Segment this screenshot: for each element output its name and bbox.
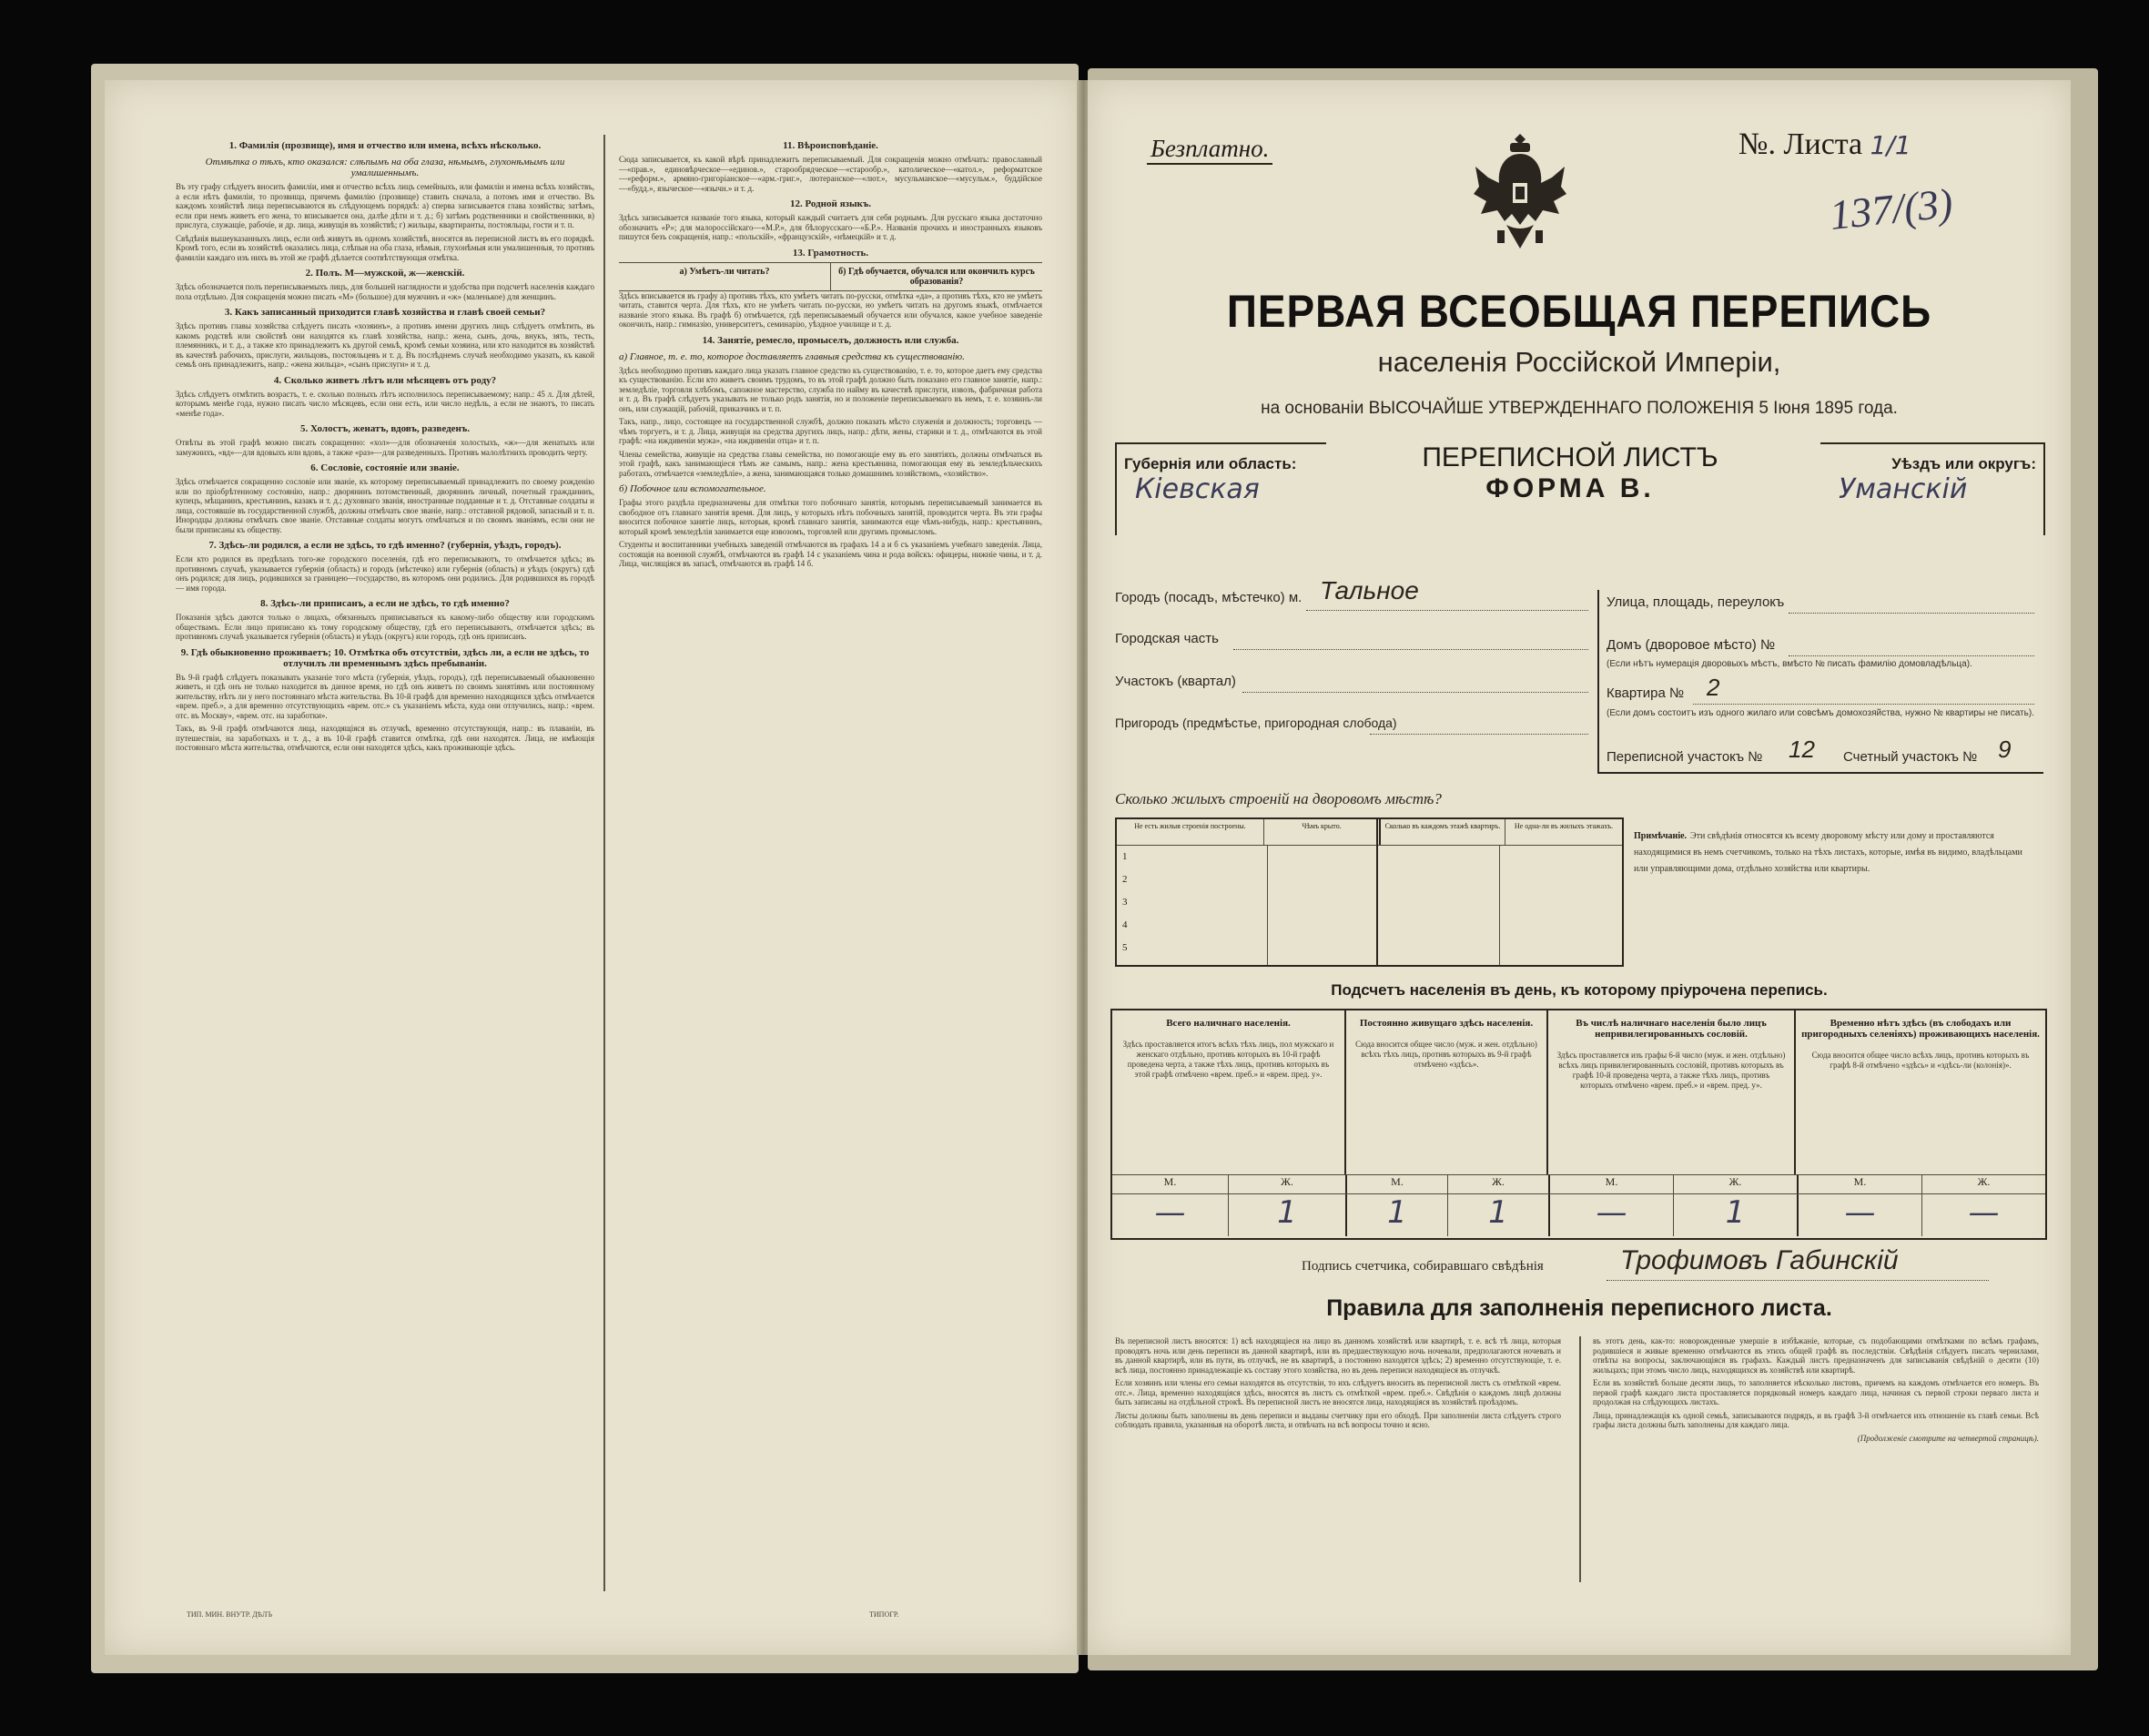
tally-col-body: Сюда вносится общее число всѣхъ лицъ, противъ которыхъ въ графѣ 8-й отмѣчено «здѣсь» и «здѣсь-ли (колонія)». xyxy=(1811,1051,2030,1070)
town-label: Городъ (посадъ, мѣстечко) м. xyxy=(1115,590,1303,605)
tally-value: 1 xyxy=(1228,1194,1345,1236)
gubernia-value: Кіевская xyxy=(1135,473,1260,505)
filler-text: Графы этого раздѣла предназначены для отмѣтки того побочнаго занятія, которымъ переписываемый занимается въ свободное отъ главнаго занятія время. Для лицъ, у которыхъ нѣтъ побочныхъ занятій, проводится черта. Въ эти графы вносится побочное занятіе лицъ, которыя, кромѣ главнаго занятія, занимаются еще чѣмъ-нибудь, напр.: крестьянинъ, который кромѣ земледѣлія занимается еще извозомъ, торговлей или другимъ промысломъ. xyxy=(619,498,1042,536)
question-11-heading: 11. Вѣроисповѣданіе. xyxy=(783,140,878,151)
tally-col-head: Въ числѣ наличнаго населенія было лицъ непривилегированныхъ сословій. xyxy=(1576,1018,1767,1040)
counting-district-value: 9 xyxy=(1998,736,2012,763)
filler-text: Здѣсь записывается названіе того языка, который каждый считаетъ для себя роднымъ. Для русскаго языка достаточно обозначить «Р»; для малороссійскаго—«М.Р.», для бѣлорусскаго—«Б.Р.». Названія прочихъ и иностранныхъ языковъ пишутся безъ сокращенія, напр.: «польскій», «французскій», «нѣмецкій» и т. д. xyxy=(619,213,1042,241)
buildings-row: 5 xyxy=(1122,942,1128,953)
census-title: ПЕРВАЯ ВСЕОБЩАЯ ПЕРЕПИСЬ xyxy=(1226,286,1932,337)
imperial-eagle-icon xyxy=(1470,130,1570,262)
sheet-number-handwritten: 1/1 xyxy=(1870,130,1911,160)
buildings-row: 2 xyxy=(1122,874,1128,885)
column-divider xyxy=(603,135,605,1591)
filler-text: Здѣсь противъ главы хозяйства слѣдуетъ писать «хозяинъ», а противъ имени другихъ лицъ слѣдуетъ отмѣтить, въ какомъ родствѣ или свойствѣ они находятся къ главѣ хозяйства, напр.: жена, сынъ, дочь, внукъ, зять, тесть, племянникъ, и т. д., а также кто принадлежитъ къ другой семьѣ, кромѣ семьи хозяина, или кто находится въ хозяйствѣ въ качествѣ рабочихъ, прислуги, жильцовъ, постояльцевъ и т. д. Въ послѣднемъ случаѣ необходимо указать, къ какой семьѣ онъ принадлежитъ, напр.: «жена жильца», «сынъ прислуги» и т. д. xyxy=(176,321,594,369)
tally-col xyxy=(1794,1010,2045,1174)
question-14a: а) Главное, т. е. то, которое доставляетъ главныя средства къ существованію. xyxy=(619,350,965,362)
tally-col-head: Постоянно живущаго здѣсь населенія. xyxy=(1359,1018,1534,1029)
tally-value: 1 xyxy=(1673,1194,1797,1236)
signature-label: Подпись счетчика, собиравшаго свѣдѣнія xyxy=(1302,1259,1544,1274)
filler-text: Здѣсь слѣдуетъ отмѣтить возрастъ, т. е. сколько полныхъ лѣтъ исполнилось переписываемому; напр.: 45 л. Для дѣтей, которымъ менѣе года, нужно писать число мѣсяцевъ, если они есть, или число недѣль, а если не знаютъ, то писать «менѣе года». xyxy=(176,389,594,418)
rules-text: Въ переписной листъ вносятся: 1) всѣ находящіеся на лицо въ данномъ хозяйствѣ или квартирѣ, т. е. всѣ тѣ лица, которыя проводятъ ночь или день переписи въ данной квартирѣ, или въ предшествующую ночь ночевали, предполагаются ночевать и въ данной квартирѣ, или въ пути, въ отлучкѣ, не въ квартирѣ, а постоянно находятся здѣсь; 2) временно отсутствующіе, т. е. всѣ лица, постоянно принадлежащіе къ составу этого хозяйства, но въ день переписи находящіеся въ отлучкѣ. xyxy=(1115,1336,1561,1375)
filler-text: Въ 9-й графѣ слѣдуетъ показывать указаніе того мѣста (губернія, уѣздъ, городъ), гдѣ переписываемый обыкновенно живетъ, и гдѣ онъ не только находится въ данное время, но гдѣ онъ живетъ по своимъ занятіямъ или постоянному жительству, нѣтъ ли у него постояннаго мѣста жительства. Въ 10-й графѣ для временно находящихся здѣсь отмѣчается «врем. преб.», а для временно отсутствующихъ «врем. отс.» съ указаніемъ мѣста, куда они отлучились, напр.: «врем. отс. въ Москву», «врем. отс. на заработки». xyxy=(176,672,594,720)
uezd-box xyxy=(1820,442,2045,535)
counting-district-label: Счетный участокъ № xyxy=(1843,749,1978,765)
question-13a: а) Умѣетъ-ли читать? xyxy=(679,266,770,277)
question-7-heading: 7. Здѣсь-ли родился, а если не здѣсь, то гдѣ именно? (губернія, уѣздъ, городъ). xyxy=(208,540,562,551)
sheet-number-label: №. Листа xyxy=(1738,127,1863,161)
buildings-row: 1 xyxy=(1122,851,1128,862)
district-line xyxy=(1242,692,1588,693)
signature-value: Трофимовъ Габинскій xyxy=(1620,1245,1899,1275)
buildings-row: 4 xyxy=(1122,919,1128,930)
question-4-heading: 4. Сколько живетъ лѣтъ или мѣсяцевъ отъ роду? xyxy=(273,374,497,386)
tally-sub: Ж. xyxy=(1673,1175,1797,1193)
filler-text: Свѣдѣнія вышеуказанныхъ лицъ, если онѣ живутъ въ одномъ хозяйствѣ, вносятся въ переписной листъ въ его порядкѣ. Кромѣ того, если въ хозяйствѣ оказались лица, слѣпыя на оба глаза, нѣмыя, глухонѣмыя или умалишенныя, то противъ фамиліи каждаго изъ нихъ въ этой же графѣ дѣлается соотвѣтствующая отмѣтка. xyxy=(176,233,594,262)
filler-text: Лица, принадлежащія къ одной семьѣ, записываются подрядъ, и въ графѣ 3-й отмѣчается ихъ отношеніе къ главѣ семьи. Всѣ графы листа должны быть заполнены для каждаго лица. xyxy=(1593,1410,2039,1429)
tally-sub: Ж. xyxy=(1921,1175,2045,1193)
signature-line xyxy=(1607,1280,1989,1281)
town-part-line xyxy=(1233,649,1588,650)
legal-basis: на основаніи ВЫСОЧАЙШЕ УТВЕРЖДЕННАГО ПОЛОЖЕНІЯ 5 Іюня 1895 года. xyxy=(1261,399,1898,418)
town-value: Тальное xyxy=(1320,576,1419,604)
suburb-label: Пригородъ (предмѣстье, пригородная слобода) xyxy=(1115,716,1397,730)
tally-table xyxy=(1110,1009,2047,1240)
town-part-label: Городская часть xyxy=(1115,631,1219,646)
census-district-label: Переписной участокъ № xyxy=(1607,749,1763,765)
buildings-question: Сколько жилыхъ строеній на дворовомъ мѣстѣ? xyxy=(1115,790,1442,807)
buildings-note xyxy=(1634,827,2039,876)
buildings-col-3: Сколько въ каждомъ этажѣ квартиръ. xyxy=(1379,819,1505,845)
right-page xyxy=(1088,80,2071,1655)
uezd-label: Уѣздъ или округъ: xyxy=(1891,455,2036,472)
filler-text: Если въ хозяйствѣ больше десяти лицъ, то заполняется нѣсколько листовъ, причемъ на каждомъ отмѣчается его номеръ. Въ первой графѣ каждаго листа проставляется порядковый номеръ каждаго лица, начиная съ первой строки перваго листа и продолжая на слѣдующихъ листахъ. xyxy=(1593,1378,2039,1406)
left-page xyxy=(105,80,1080,1655)
question-6-heading: 6. Сословіе, состояніе или званіе. xyxy=(310,462,460,473)
filler-text: Если кто родился въ предѣлахъ того-же городского поселенія, гдѣ его переписываютъ, то отмѣчается здѣсь; въ противномъ случаѣ, указывается губернія (область) и городъ (мѣстечко) или губернія (область) и уѣздъ (округъ) гдѣ онъ родился; для лицъ, родившихся за границею—государство, въ которомъ они родились. Для родившихся въ городѣ — имя города. xyxy=(176,554,594,593)
tally-value: 1 xyxy=(1447,1194,1548,1236)
question-3-heading: 3. Какъ записанный приходится главѣ хозяйства и главѣ своей семьи? xyxy=(224,307,546,318)
district-label: Участокъ (квартал) xyxy=(1115,674,1236,689)
buildings-col-2: Чѣмъ крыто. xyxy=(1263,819,1379,845)
apartment-note: (Если домъ состоитъ изъ одного жилаго или совсѣмъ домохозяйства, нужно № квартиры не писать). xyxy=(1607,708,2034,718)
house-line xyxy=(1789,655,2034,656)
instructions-column-1 xyxy=(176,135,594,1591)
filler-text: Такъ, въ 9-й графѣ отмѣчаются лица, находящіяся въ отлучкѣ, временно отсутствующія, напр.: въ плаваніи, въ путешествіи, на заработкахъ и т. д., а въ 10-й графѣ ставится отмѣтка, гдѣ они находятся. Лица, не имѣющія постояннаго мѣста жительства, отмѣчаются, если они находятся здѣсь, какъ проживающіе здѣсь. xyxy=(176,724,594,752)
tally-sub: М. xyxy=(1548,1175,1673,1193)
print-note-right: ТИПОГР. xyxy=(869,1610,899,1619)
note-label: Примѣчаніе. xyxy=(1634,831,1688,841)
filler-text: Здѣсь необходимо противъ каждаго лица указать главное средство къ существованію, т. е. то, которое даетъ ему средства къ существованію. Если кто живетъ своимъ трудомъ, то въ этой графѣ должно быть показано его главное занятіе, напр.: земледѣліе, торговля хлѣбомъ, сапожное мастерство, служба по найму въ качествѣ прислуги, извозъ, фабричная работа и т. д. Въ графѣ слѣдуетъ указывать не только родъ занятія, но и положеніе переписываемаго въ немъ, т. е. хозяинъ-ли онъ, или служащій, рабочій, приказчикъ и т. п. xyxy=(619,365,1042,413)
rules-text: въ этотъ день, как-то: новорожденные умершіе в избѣжаніе, которые, съ подобающими отмѣтками по всѣмъ графамъ, родившіеся и живые временно отмѣчаются въ этихъ общей графѣ въ последствіи. Свѣдѣнія слѣдуетъ писать чернилами, отвѣты на вопросы, заключающіяся въ графахъ. Каждый листъ предназначенъ для записыванія свѣдѣній о десяти (10) жильцахъ; при этомъ число лицъ, находящихся въ хозяйствѣ или квартирѣ. xyxy=(1593,1336,2039,1375)
tally-value: 1 xyxy=(1345,1194,1447,1236)
free-label: Безплатно. xyxy=(1147,135,1272,165)
rules-column-1 xyxy=(1115,1336,1561,1591)
filler-text: Такъ, напр., лицо, состоящее на государственной службѣ, должно показать мѣсто служенія и должность; торговецъ — чѣмъ торгуетъ, и т. д. Лица, живущія на средства другихъ лицъ, напр.: дѣти, жены, старики и т. д., отмѣчаются въ этой графѣ: «на иждивеніи мужа», «на иждивеніи отца» и т. п. xyxy=(619,417,1042,445)
sheet-number xyxy=(1738,127,1911,162)
address-bottom-rule xyxy=(1597,772,2043,774)
question-13-heading: 13. Грамотность. xyxy=(792,247,869,259)
tally-sub: Ж. xyxy=(1447,1175,1548,1193)
question-13b: б) Гдѣ обучается, обучался или окончилъ курсъ образованія? xyxy=(830,263,1042,290)
gubernia-box xyxy=(1115,442,1326,535)
tally-value: — xyxy=(1921,1194,2045,1236)
question-9-heading: 9. Гдѣ обыкновенно проживаетъ; 10. Отмѣтка объ отсутствіи, здѣсь ли, а если не здѣсь, то отлучилъ ли временнымъ здѣсь пребываніи. xyxy=(180,646,590,669)
tally-col xyxy=(1546,1010,1794,1174)
note-text: Эти свѣдѣнія относятся къ всему дворовому мѣсту или дому и проставляются находящимися въ немъ счетчикомъ, только на тѣхъ листахъ, которые, имѣя въ видимо, владѣльцами или управляющими дома, отдѣльно хозяйства или квартиры. xyxy=(1634,831,2022,874)
filler-text: Здѣсь отмѣчается сокращенно сословіе или званіе, къ которому переписываемый принадлежитъ по своему рожденію или по пріобрѣтенному состоянію, напр.: дворянинъ потомственный, дворянинъ личный, почетный гражданинъ, купецъ, мѣщанинъ, крестьянинъ, казакъ и т. д.; духовнаго званія, иностранные подданные и т. д. Отставные солдаты и лица, состоявшіе въ государственной службѣ, должны отмѣчать свое званіе, напр.: отставной рядовой, запасный и т. п. Инородцы должны отмѣчать свое званіе. Отставные солдаты могутъ отмѣчаться и по своимъ званіямъ, если они не были приписаны къ обществу. xyxy=(176,477,594,534)
filler-text: Листы должны быть заполнены въ день переписи и выданы счетчику при его обходѣ. При заполненіи листа слѣдуетъ строго соблюдать правила, указанныя на оборотѣ листа, и отвѣчать на всѣ вопросы точно и ясно. xyxy=(1115,1410,1561,1429)
tally-value: — xyxy=(1797,1194,1921,1236)
tally-sub: М. xyxy=(1797,1175,1921,1193)
question-12-heading: 12. Родной языкъ. xyxy=(789,198,872,209)
apartment-value: 2 xyxy=(1707,674,1720,701)
filler-text: Показанія здѣсь даются только о лицахъ, обязанныхъ приписываться къ какому-либо обществу или городскимъ обществамъ. Если лицо приписано къ тому городскому обществу, гдѣ его переписываютъ, отмѣчается здѣсь; въ противномъ случаѣ указывается губернія (область) и уѣздъ (округъ) или городъ, гдѣ онъ приписанъ. xyxy=(176,613,594,641)
tally-col-body: Здѣсь проставляется итогъ всѣхъ тѣхъ лицъ, пол мужскаго и женскаго отдѣльно, противъ которыхъ въ 10-й графѣ проведена черта, а также тѣхъ лицъ, противъ которыхъ въ этой графѣ отмѣчено «врем. преб.» и «врем. пред. у». xyxy=(1122,1040,1334,1079)
filler-text: Здѣсь вписывается въ графу а) противъ тѣхъ, кто умѣетъ читать по-русски, отмѣтка «да», а противъ тѣхъ, кто не умѣетъ читать, ставится черта. Для тѣхъ, кто не умѣетъ читать по-русски, но умѣетъ читать на другомъ языкѣ, отмѣчается названіе этого языка. Въ графѣ б) отмѣчается, гдѣ переписываемый обучается или обучался, какое учебное заведеніе окончилъ, напр.: гимназію, университетъ, семинарію, уѣздное училище и т. д. xyxy=(619,290,1042,329)
filler-text: Въ эту графу слѣдуетъ вносить фамиліи, имя и отчество всѣхъ лицъ семейныхъ, или фамиліи и имена всѣхъ хозяйствъ, а если нѣтъ фамиліи, то прозвища, причемъ фамилію (прозвище) ставить сначала, а потомъ имя и отчество. Въ каждомъ хозяйствѣ лица переписываются въ слѣдующемъ порядкѣ: а) сперва записывается глава хозяйства; затѣмъ, если при немъ живетъ его жена, то вписывается она, далѣе дѣти и т. д.; б) затѣмъ родственники и свойственники, в) прислуга, служащіе, рабочіе, и др. лица, живущія въ хозяйствѣ; г) жильцы, квартиранты, постояльцы, гости и т. п. xyxy=(176,182,594,229)
handwritten-archive-number: 137/(3) xyxy=(1827,179,1955,239)
tally-col-body: Здѣсь проставляется изъ графы 6-й число (муж. и жен. отдѣльно) всѣхъ лицъ привилегированныхъ сословій, противъ которыхъ въ графѣ 10-й проведена черта, а также тѣхъ лицъ, противъ которыхъ отмѣчено «врем. преб.» и «врем. пред. у». xyxy=(1556,1051,1786,1090)
house-label: Домъ (дворовое мѣсто) № xyxy=(1607,637,1776,653)
buildings-col-4: Не одна-ли въ жилыхъ этажахъ. xyxy=(1505,819,1622,845)
census-district-value: 12 xyxy=(1789,736,1815,763)
street-line xyxy=(1789,613,2034,614)
filler-text: Здѣсь обозначается полъ переписываемыхъ лицъ, для большей наглядности и удобства при подсчетѣ населенія каждаго пола отдѣльно. Для сокращенія можно писать «М» (большое) для мужчинъ и «ж» (маленькое) для женщинъ. xyxy=(176,282,594,301)
apartment-line xyxy=(1693,704,2034,705)
filler-text: Студенты и воспитанники учебныхъ заведеній отмѣчаются въ графахъ 14 а и б съ указаніемъ учебнаго заведенія. Лица, состоящія на военной службѣ, отмѣчаются въ графѣ 14 с указаніемъ чина и рода войскъ: офицеры, нижніе чины, и т. д. Лица, числящіяся въ запасѣ, отмѣчаются въ графѣ 14 б. xyxy=(619,540,1042,568)
rules-title: Правила для заполненія переписного листа. xyxy=(1326,1295,1832,1321)
question-1-heading: 1. Фамилія (прозвище), имя и отчество или имена, всѣхъ нѣсколько. xyxy=(228,140,542,151)
buildings-table xyxy=(1115,817,1624,967)
town-line xyxy=(1306,610,1588,611)
tally-col-head: Всего наличнаго населенія. xyxy=(1166,1018,1291,1029)
tally-sub: М. xyxy=(1345,1175,1447,1193)
tally-value: — xyxy=(1154,1194,1186,1231)
house-note: (Если нѣтъ нумерація дворовыхъ мѣстъ, вмѣсто № писать фамилію домовладѣльца). xyxy=(1607,659,1972,669)
tally-title: Подсчетъ населенія въ день, къ которому пріурочена перепись. xyxy=(1331,981,1828,999)
question-14b: б) Побочное или вспомогательное. xyxy=(619,483,766,494)
gubernia-label: Губернія или область: xyxy=(1124,455,1297,472)
filler-text: Члены семейства, живущіе на средства главы семейства, но помогающіе ему въ его занятіяхъ, должны отмѣчаться въ этой графѣ, какъ занимающіеся тѣмъ же самымъ, напр.: жена крестьянина, помогающая ему въ земледѣльческихъ работахъ, отмѣчается «земледѣліе», а жена, занимающаяся только домашнимъ хозяйствомъ, «хозяйство». xyxy=(619,449,1042,478)
tally-value: — xyxy=(1548,1194,1673,1236)
uezd-value: Уманскій xyxy=(1839,473,1968,505)
question-1-subheading: Отмѣтка о тѣхъ, кто оказался: слѣпымъ на оба глаза, нѣмымъ, глухонѣмымъ или умалишеннымъ. xyxy=(205,157,565,178)
tally-sub: М. xyxy=(1163,1175,1177,1188)
census-subtitle: населенія Россійской Имперіи, xyxy=(1377,346,1781,378)
sheet-type-box xyxy=(1324,437,1816,539)
question-8-heading: 8. Здѣсь-ли приписанъ, а если не здѣсь, то гдѣ именно? xyxy=(260,598,510,609)
tally-sub: Ж. xyxy=(1228,1175,1345,1193)
apartment-label: Квартира № xyxy=(1607,685,1685,701)
instructions-column-2 xyxy=(619,135,1042,1591)
form-label: ФОРМА В. xyxy=(1485,473,1655,503)
print-note-left: ТИП. МИН. ВНУТР. ДѢЛЪ xyxy=(187,1610,273,1619)
address-divider xyxy=(1597,590,1599,772)
street-label: Улица, площадь, переулокъ xyxy=(1607,594,1785,610)
tally-col-body: Сюда вносится общее число (муж. и жен. отдѣльно) всѣхъ тѣхъ лицъ, противъ которыхъ въ 9-й графѣ отмѣчено «здѣсь». xyxy=(1355,1040,1537,1069)
sheet-type: ПЕРЕПИСНОЙ ЛИСТЪ xyxy=(1422,442,1718,472)
buildings-row: 3 xyxy=(1122,897,1128,908)
question-14-heading: 14. Занятіе, ремесло, промыселъ, должность или служба. xyxy=(702,334,959,346)
question-5-heading: 5. Холостъ, женатъ, вдовъ, разведенъ. xyxy=(299,423,471,434)
filler-text: Если хозяинъ или члены его семьи находятся въ отсутствіи, то ихъ слѣдуетъ вносить въ переписной листъ съ отмѣткой «врем. отс.». Лица, временно находящіяся здѣсь, вносятся въ листъ съ отмѣткой «врем. преб.». Свѣдѣнія о каждомъ лицѣ должны быть записаны на отдѣльной строкѣ. Въ переписной листъ не вносятся лица, находящіяся въ хозяйствѣ проѣздомъ. xyxy=(1115,1378,1561,1406)
filler-text: Отвѣты въ этой графѣ можно писать сокращенно: «хол»—для обозначенія холостыхъ, «ж»—для женатыхъ или замужнихъ, «вд»—для вдовыхъ или вдовъ, а также «раз»—для разведенныхъ. Противъ малолѣтнихъ проводить черту. xyxy=(176,438,594,457)
filler-text: Сюда записывается, къ какой вѣрѣ принадлежитъ переписываемый. Для сокращенія можно отмѣчать: православный—«прав.», единовѣрческое—«единов.», старообрядческое—«старообр.», католическое—«катол.», реформатское—«реформ.», армяно-григоріанское—«арм.-григ.», лютеранское—«лют.», мусульманское—«мусульм.», буддійское—«будд.», языческое—«язычн.» и т. д. xyxy=(619,155,1042,193)
tally-col xyxy=(1344,1010,1546,1174)
suburb-line xyxy=(1370,734,1588,735)
tally-col-head: Временно нѣтъ здѣсь (въ слободахъ или пригородныхъ селеніяхъ) проживающихъ населенія. xyxy=(1801,1018,2040,1040)
rules-column-2 xyxy=(1593,1336,2039,1591)
rules-divider xyxy=(1579,1336,1581,1582)
buildings-col-1: Не есть жилыя строенія построены. xyxy=(1134,822,1246,830)
rules-continuation: (Продолженіе смотрите на четвертой страницѣ). xyxy=(1857,1433,2039,1443)
tally-col xyxy=(1112,1010,1344,1174)
question-2-heading: 2. Полъ. М—мужской, ж—женскій. xyxy=(305,268,465,279)
